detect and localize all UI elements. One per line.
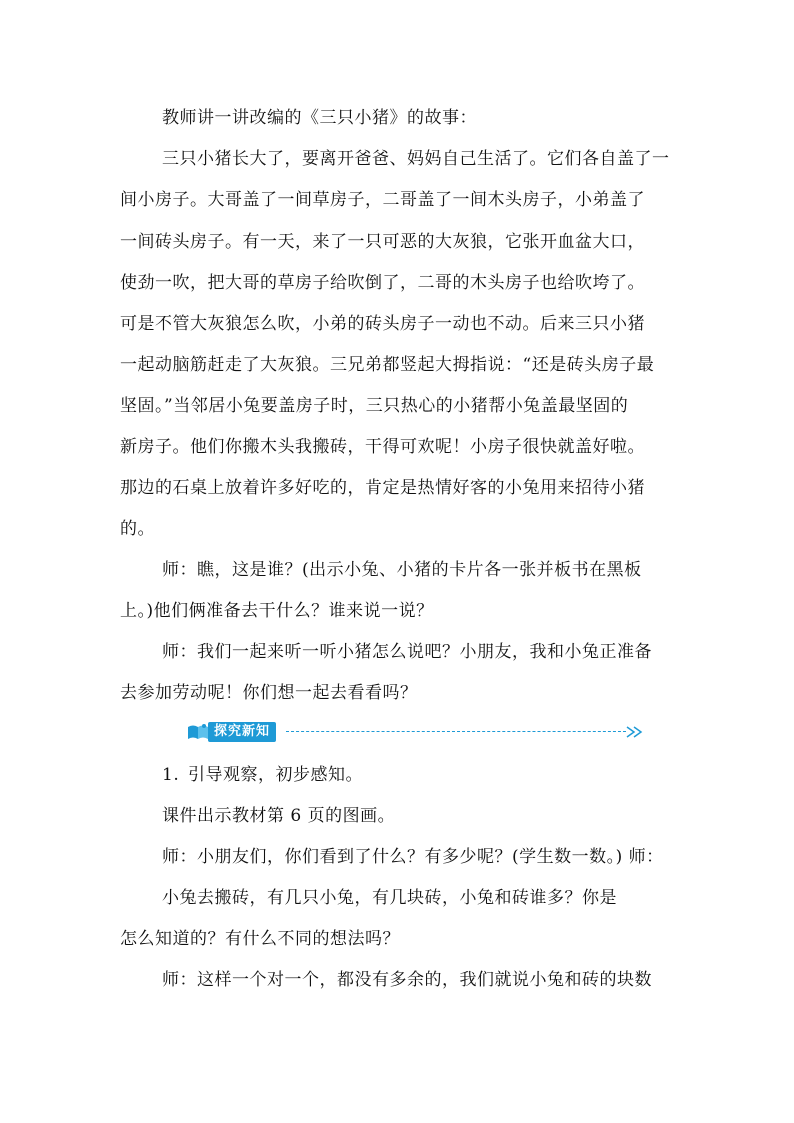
teacher-line: 上。)他们俩准备去干什么？谁来说一说？ bbox=[120, 601, 434, 621]
teacher-line: 师：这样一个对一个，都没有多余的，我们就说小兔和砖的块数 bbox=[162, 970, 652, 990]
step-number: 1. bbox=[162, 765, 180, 785]
teacher-line: 去参加劳动呢！你们想一起去看看吗？ bbox=[120, 683, 418, 703]
section-banner bbox=[186, 722, 648, 742]
courseware-line: 课件出示教材第 6 页的图画。 bbox=[162, 806, 396, 826]
story-line: 一间砖头房子。有一天，来了一只可恶的大灰狼，它张开血盆大口， bbox=[120, 232, 645, 252]
teacher-line: 师：瞧，这是谁？(出示小兔、小猪的卡片各一张并板书在黑板 bbox=[162, 560, 642, 580]
teacher-line: 师：我们一起来听一听小猪怎么说吧？小朋友，我和小兔正准备 bbox=[162, 642, 652, 662]
section-title: 探究新知 bbox=[208, 722, 276, 742]
story-line: 可是不管大灰狼怎么吹，小弟的砖头房子一动也不动。后来三只小猪 bbox=[120, 314, 645, 334]
section-divider bbox=[286, 731, 626, 732]
book-icon bbox=[186, 723, 210, 741]
story-line: 坚固。”当邻居小兔要盖房子时，三只热心的小猪帮小兔盖最坚固的 bbox=[120, 396, 629, 416]
story-line: 使劲一吹，把大哥的草房子给吹倒了，二哥的木头房子也给吹垮了。 bbox=[120, 273, 645, 293]
step-text: 引导观察，初步感知。 bbox=[188, 765, 363, 785]
teacher-line: 怎么知道的？有什么不同的想法吗？ bbox=[120, 929, 400, 949]
story-line: 一起动脑筋赶走了大灰狼。三兄弟都竖起大拇指说：“还是砖头房子最 bbox=[120, 355, 655, 375]
story-line: 那边的石桌上放着许多好吃的，肯定是热情好客的小兔用来招待小猪 bbox=[120, 478, 645, 498]
story-line: 间小房子。大哥盖了一间草房子，二哥盖了一间木头房子，小弟盖了 bbox=[120, 190, 645, 210]
teacher-line: 小兔去搬砖，有几只小兔，有几块砖，小兔和砖谁多？你是 bbox=[162, 888, 617, 908]
story-line: 的。 bbox=[120, 519, 155, 539]
story-line: 新房子。他们你搬木头我搬砖，干得可欢呢！小房子很快就盖好啦。 bbox=[120, 437, 645, 457]
intro-line: 教师讲一讲改编的《三只小猪》的故事： bbox=[162, 108, 477, 128]
story-line: 三只小猪长大了，要离开爸爸、妈妈自己生活了。它们各自盖了一 bbox=[162, 149, 670, 169]
double-chevron-right-icon bbox=[624, 723, 646, 741]
teacher-line: 师：小朋友们，你们看到了什么？有多少呢？(学生数一数。) 师： bbox=[162, 847, 664, 867]
